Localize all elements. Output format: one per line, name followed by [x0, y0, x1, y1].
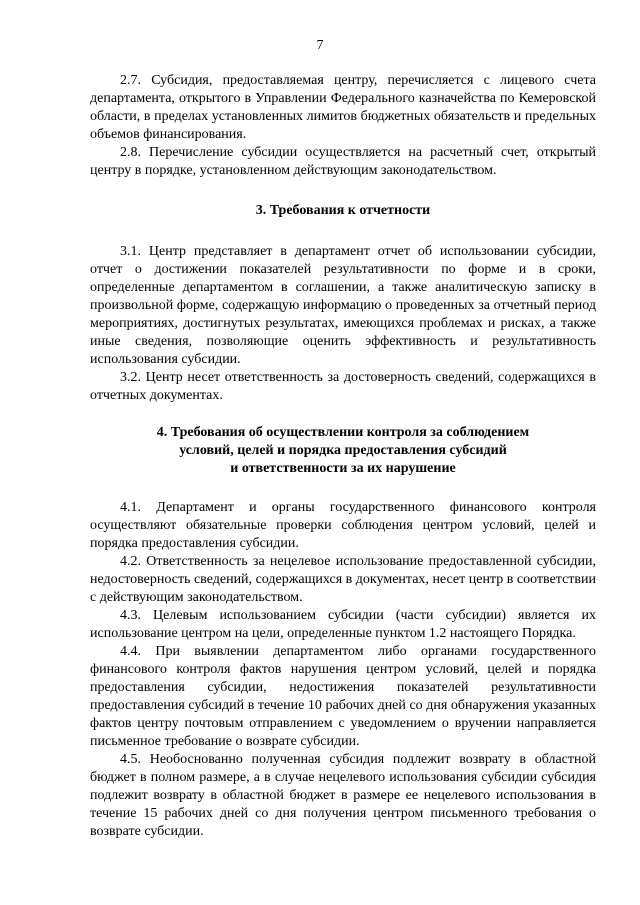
paragraph-2-8: 2.8. Перечисление субсидии осуществляется на расчетный счет, открытый центру в порядке, установленном действующим законодательством.: [90, 145, 596, 178]
section-4-heading-line-1: 4. Требования об осуществлении контроля за соблюдением: [156, 425, 530, 440]
page-number: 7: [316, 38, 324, 53]
section-4-heading: [90, 424, 596, 478]
section-3-heading: 3. Требования к отчетности: [255, 203, 431, 218]
section-4-heading-line-3: и ответственности за их нарушение: [230, 461, 456, 476]
paragraph-4-2: 4.2. Ответственность за нецелевое использование предоставленной субсидии, недостоверность сведений, содержащихся в документах, несет центр в соответствии с действующим законодательством.: [90, 554, 596, 605]
paragraph-2-7: 2.7. Субсидия, предоставляемая центру, перечисляется с лицевого счета департамента, открытого в Управлении Федерального казначейства по Кемеровской области, в пределах установленных лимитов бюджетных обязательств и предельных объемов финансирования.: [90, 73, 596, 142]
paragraph-3-1: 3.1. Центр представляет в департамент отчет об использовании субсидии, отчет о достижении показателей результативности по форме и в сроки, определенные департаментом в соглашении, а также аналитическую записку в произвольной форме, содержащую информацию о проведенных за отчетный период мероприятиях, достигнутых результатах, имеющихся проблемах и рисках, а также иные сведения, позволяющие оценить эффективность и результативность использования субсидии.: [90, 244, 596, 367]
paragraph-4-3: 4.3. Целевым использованием субсидии (части субсидии) является их использование центром на цели, определенные пунктом 1.2 настоящего Порядка.: [90, 608, 596, 641]
paragraph-4-5: 4.5. Необоснованно полученная субсидия подлежит возврату в областной бюджет в полном размере, а в случае нецелевого использования субсидии субсидия подлежит возврату в областной бюджет в размере ее нецелевого использования в течение 15 рабочих дней со дня получения центром письменного требования о возврате субсидии.: [90, 752, 596, 839]
page-content: [90, 72, 596, 841]
paragraph-3-2: 3.2. Центр несет ответственность за достоверность сведений, содержащихся в отчетных документах.: [90, 370, 596, 403]
section-4-heading-line-2: условий, целей и порядка предоставления субсидий: [179, 443, 507, 458]
paragraph-4-1: 4.1. Департамент и органы государственного финансового контроля осуществляют обязательные проверки соблюдения центром условий, целей и порядка предоставления субсидии.: [90, 500, 596, 551]
paragraph-4-4: 4.4. При выявлении департаментом либо органами государственного финансового контроля фактов нарушения центром условий, целей и порядка предоставления субсидии, недостижения показателей результативности предоставления субсидий в течение 10 рабочих дней со дня обнаружения указанных фактов центру почтовым отправлением с уведомлением о вручении направляется письменное требование о возврате субсидии.: [90, 644, 596, 749]
